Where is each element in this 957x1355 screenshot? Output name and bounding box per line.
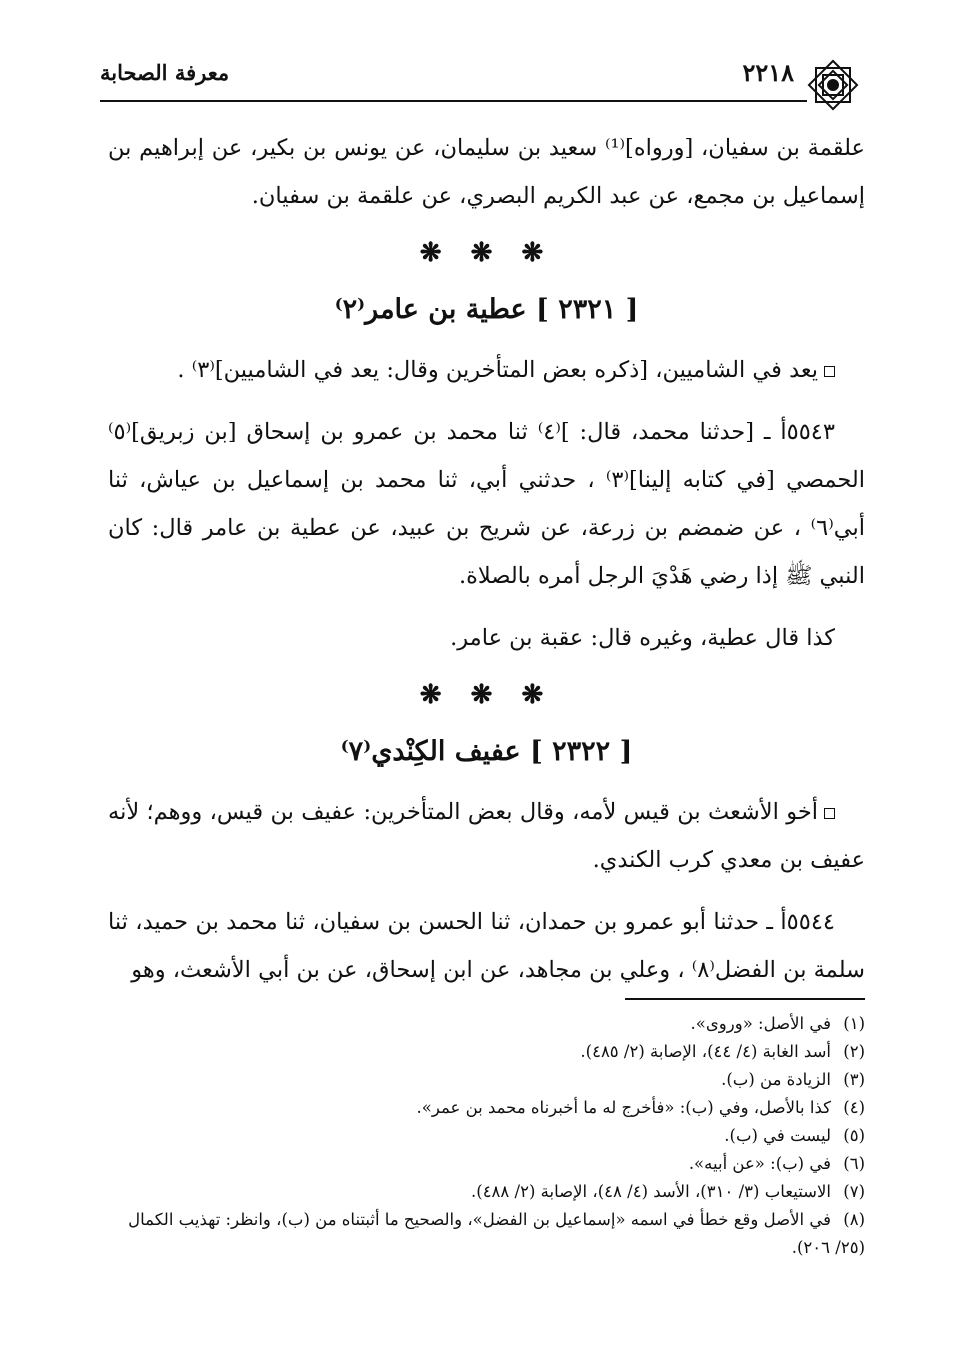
continuation-paragraph: علقمة بن سفيان، [ورواه]⁽¹⁾ سعيد بن سليمان، عن يونس بن بكير، عن إبراهيم بن إسماعيل بن مجمع، عن عبد الكريم البصري، عن علقمة بن سفيان.	[108, 135, 865, 209]
entry-title-2321: [ ٢٣٢١ ] عطية بن عامر⁽٢⁾	[334, 294, 639, 325]
header-rule	[100, 100, 807, 102]
square-marker-icon	[824, 366, 835, 377]
footnote: (٨)في الأصل وقع خطأ في اسمه «إسماعيل بن الفضل»، والصحيح ما أثبتناه من (ب)، وانظر: تهذيب الكمال (٢٥/ ٢٠٦).	[128, 1210, 865, 1257]
footnote: (٥)ليست في (ب).	[724, 1126, 865, 1145]
running-title: معرفة الصحابة	[100, 60, 230, 85]
square-marker-icon	[824, 808, 835, 819]
footnote: (٢)أسد الغابة (٤/ ٤٤)، الإصابة (٢/ ٤٨٥).	[580, 1042, 865, 1061]
footnotes	[108, 1010, 865, 1262]
section-separator: ❋ ❋ ❋	[419, 238, 554, 268]
footnote: (٤)كذا بالأصل، وفي (ب): «فأخرج له ما أخبرناه محمد بن عمر».	[416, 1098, 865, 1117]
footnote-rule	[625, 998, 865, 1000]
page-body	[108, 124, 865, 994]
hadith-5544: ٥٥٤٤أ ـ حدثنا أبو عمرو بن حمدان، ثنا الحسن بن سفيان، ثنا محمد بن حميد، ثنا سلمة بن الفضل⁽٨⁾ ، وعلي بن مجاهد، عن ابن إسحاق، عن بن أبي الأشعث، وهو	[108, 909, 865, 983]
footnote: (٧)الاستيعاب (٣/ ٣١٠)، الأسد (٤/ ٤٨)، الإصابة (٢/ ٤٨٨).	[471, 1182, 865, 1201]
page-header	[100, 56, 862, 102]
entry-2321-note: كذا قال عطية، وغيره قال: عقبة بن عامر.	[450, 625, 835, 651]
entry-2321-intro: يعد في الشاميين، [ذكره بعض المتأخرين وقال: يعد في الشاميين]⁽٣⁾ .	[108, 346, 865, 394]
footnote: (٣)الزيادة من (ب).	[721, 1070, 865, 1089]
section-separator: ❋ ❋ ❋	[419, 680, 554, 710]
entry-2322-intro: أخو الأشعث بن قيس لأمه، وقال بعض المتأخرين: عفيف بن قيس، ووهم؛ لأنه عفيف بن معدي كرب الكندي.	[108, 799, 865, 873]
entry-title-2322: [ ٢٣٢٢ ] عفيف الكِنْدي⁽٧⁾	[340, 736, 633, 767]
footnote: (٦)في (ب): «عن أبيه».	[688, 1154, 865, 1173]
page-number: ٢٢١٨	[742, 58, 794, 87]
star-ornament-icon	[804, 56, 862, 114]
footnote: (١)في الأصل: «وروى».	[690, 1014, 865, 1033]
hadith-5543: ٥٥٤٣أ ـ [حدثنا محمد، قال: ]⁽٤⁾ ثنا محمد بن عمرو بن إسحاق [بن زبريق]⁽٥⁾ الحمصي [في كتابه إلينا]⁽٣⁾ ، حدثني أبي، ثنا محمد بن إسماعيل بن عياش، ثنا أبي⁽٦⁾ ، عن ضمضم بن زرعة، عن شريح بن عبيد، عن عطية بن عامر قال: كان النبي ﷺ إذا رضي هَدْيَ الرجل أمره بالصلاة.	[108, 419, 865, 589]
